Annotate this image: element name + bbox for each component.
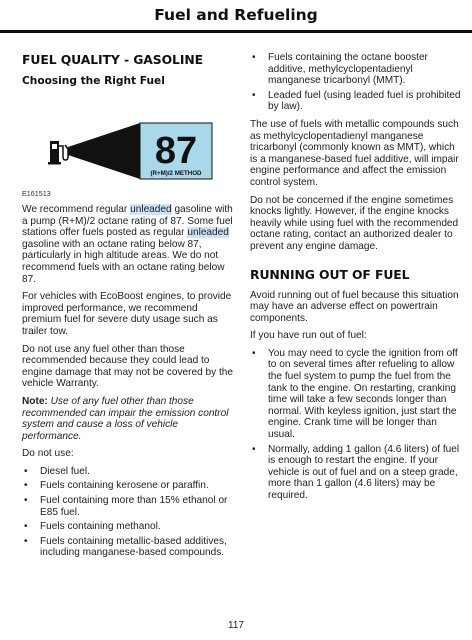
paragraph-engine-knock: Do not be concerned if the engine sometimes knocks lightly. However, if the engine knocks heavily while using fuel with the recommended octane rating, contact an authorized dealer to prevent any engine damage. bbox=[250, 194, 459, 252]
highlighted-word: unleaded bbox=[187, 227, 229, 239]
run-out-list bbox=[250, 348, 462, 502]
section-title-running-out: RUNNING OUT OF FUEL bbox=[250, 266, 410, 282]
list-item bbox=[250, 348, 462, 441]
list-item bbox=[22, 495, 234, 518]
list-item bbox=[22, 480, 234, 492]
list-item-text: You may need to cycle the ignition from off to on several times after refueling to allow the fuel system to pump the fuel from the tank to the engine. On restarting, cranking time will take a few seconds longer than normal. With keyless ignition, just start the engine. Crank time will be longer than usual. bbox=[268, 347, 458, 441]
list-item-text: Fuels containing metallic-based additives, including manganese-based compounds. bbox=[40, 535, 227, 559]
paragraph-ecoboost: For vehicles with EcoBoost engines, to provide improved performance, we recommend premium fuel for severe duty usage such as trailer tow. bbox=[22, 291, 232, 337]
beam-shape bbox=[68, 123, 140, 179]
figure-code: E161513 bbox=[22, 189, 51, 198]
bullet-icon: • bbox=[252, 347, 256, 359]
bullet-icon: • bbox=[24, 495, 28, 507]
list-item bbox=[22, 466, 234, 478]
header-rule bbox=[0, 30, 472, 33]
page-header bbox=[0, 0, 472, 30]
page-header-title: Fuel and Refueling bbox=[154, 6, 318, 24]
list-item-text: Fuel containing more than 15% ethanol or E85 fuel. bbox=[40, 495, 228, 518]
note-paragraph bbox=[22, 396, 234, 442]
subtitle-choosing-fuel: Choosing the Right Fuel bbox=[22, 75, 165, 87]
paragraph-recommend-regular bbox=[22, 204, 234, 285]
paragraph-if-run-out: If you have run out of fuel: bbox=[250, 330, 367, 342]
paragraph-metallic-compounds: The use of fuels with metallic compounds such as methylcyclopentadienyl manganese tricarbonyl (commonly known as MMT), which is a manganese-based fuel additive, will impair engine performance and affect the emission control system. bbox=[250, 118, 459, 188]
paragraph-avoid-running-out: Avoid running out of fuel because this situation may have an adverse effect on powertrain components. bbox=[250, 289, 459, 324]
list-item-text: Leaded fuel (using leaded fuel is prohibited by law). bbox=[268, 89, 461, 113]
bullet-icon: • bbox=[24, 465, 28, 477]
bullet-icon: • bbox=[24, 521, 28, 533]
bullet-icon: • bbox=[24, 535, 28, 547]
list-item-text: Fuels containing the octane booster additive, methylcyclopentadienyl manganese tricarbonyl (MMT). bbox=[268, 52, 428, 87]
bullet-icon: • bbox=[24, 480, 28, 492]
list-item bbox=[250, 444, 462, 502]
octane-number: 87 bbox=[154, 130, 198, 172]
bullet-icon: • bbox=[252, 443, 256, 455]
fuel-pump-icon bbox=[48, 141, 68, 165]
do-not-use-list bbox=[22, 466, 234, 559]
list-item-text: Fuels containing methanol. bbox=[40, 521, 161, 533]
right-column bbox=[250, 52, 462, 508]
left-column bbox=[22, 52, 234, 565]
list-item bbox=[250, 52, 462, 87]
list-item bbox=[250, 90, 462, 113]
text-run: gasoline with a pump (R+M)/2 octane rating of 87. Some fuel stations offer fuels posted as regular bbox=[22, 204, 233, 239]
do-not-use-list-continued bbox=[250, 52, 462, 113]
page-number: 117 bbox=[228, 620, 244, 631]
bullet-icon: • bbox=[252, 52, 256, 63]
octane-label-figure bbox=[22, 99, 234, 185]
octane-pump-illustration bbox=[22, 99, 234, 185]
note-body: Use of any fuel other than those recommended can impair the emission control system and cause a loss of vehicle performance. bbox=[22, 395, 229, 442]
text-run: gasoline with an octane rating below 87, particularly in high altitude areas. We do not recommend fuels with an octane rating below 87. bbox=[22, 238, 225, 285]
highlighted-word: unleaded bbox=[130, 204, 172, 215]
list-item-text: Normally, adding 1 gallon (4.6 liters) of fuel is enough to restart the engine. If your vehicle is out of fuel and on a steep grade, more than 1 gallon (4.6 liters) may be required. bbox=[268, 443, 460, 501]
octane-method: (R+M)/2 METHOD bbox=[150, 170, 202, 177]
list-item bbox=[22, 521, 234, 533]
note-label: Note: bbox=[22, 395, 48, 407]
bullet-icon: • bbox=[252, 89, 256, 101]
do-not-use-heading: Do not use: bbox=[22, 448, 74, 460]
paragraph-do-not-use-other: Do not use any fuel other than those recommended because they could lead to engine damage that may not be covered by the vehicle Warranty. bbox=[22, 343, 233, 390]
list-item-text: Diesel fuel. bbox=[40, 465, 90, 477]
list-item bbox=[22, 536, 234, 559]
section-title-fuel-quality: FUEL QUALITY - GASOLINE bbox=[22, 52, 203, 67]
text-run: We recommend regular bbox=[22, 204, 131, 215]
list-item-text: Fuels containing kerosene or paraffin. bbox=[40, 480, 209, 492]
